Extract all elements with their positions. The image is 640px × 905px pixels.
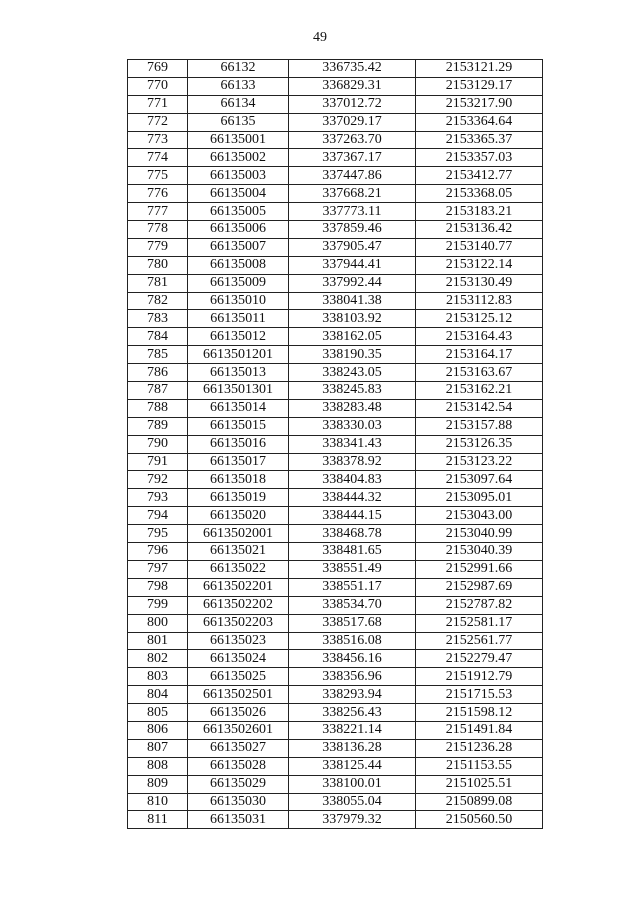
point-id-cell: 6613502201 xyxy=(188,578,289,596)
y-coordinate-cell: 2153163.67 xyxy=(416,364,543,382)
y-coordinate-cell: 2153125.12 xyxy=(416,310,543,328)
point-id-cell: 66133 xyxy=(188,77,289,95)
y-coordinate-cell: 2150560.50 xyxy=(416,811,543,829)
x-coordinate-cell: 338516.08 xyxy=(289,632,416,650)
table-row xyxy=(128,149,543,167)
row-index-cell: 771 xyxy=(128,95,188,113)
y-coordinate-cell: 2153121.29 xyxy=(416,60,543,78)
table-row xyxy=(128,95,543,113)
point-id-cell: 66135001 xyxy=(188,131,289,149)
point-id-cell: 66135 xyxy=(188,113,289,131)
x-coordinate-cell: 338551.17 xyxy=(289,578,416,596)
table-row xyxy=(128,471,543,489)
x-coordinate-cell: 338456.16 xyxy=(289,650,416,668)
x-coordinate-cell: 337859.46 xyxy=(289,221,416,239)
table-row xyxy=(128,704,543,722)
row-index-cell: 796 xyxy=(128,543,188,561)
x-coordinate-cell: 338341.43 xyxy=(289,435,416,453)
point-id-cell: 66135029 xyxy=(188,775,289,793)
x-coordinate-cell: 338243.05 xyxy=(289,364,416,382)
row-index-cell: 800 xyxy=(128,614,188,632)
table-row xyxy=(128,686,543,704)
table-row xyxy=(128,632,543,650)
row-index-cell: 773 xyxy=(128,131,188,149)
x-coordinate-cell: 338293.94 xyxy=(289,686,416,704)
x-coordinate-cell: 337263.70 xyxy=(289,131,416,149)
y-coordinate-cell: 2153040.39 xyxy=(416,543,543,561)
y-coordinate-cell: 2153157.88 xyxy=(416,417,543,435)
y-coordinate-cell: 2153129.17 xyxy=(416,77,543,95)
point-id-cell: 66135020 xyxy=(188,507,289,525)
point-id-cell: 66135003 xyxy=(188,167,289,185)
table-row xyxy=(128,310,543,328)
x-coordinate-cell: 337668.21 xyxy=(289,185,416,203)
row-index-cell: 783 xyxy=(128,310,188,328)
point-id-cell: 6613502001 xyxy=(188,525,289,543)
point-id-cell: 66135028 xyxy=(188,757,289,775)
y-coordinate-cell: 2153122.14 xyxy=(416,256,543,274)
x-coordinate-cell: 338190.35 xyxy=(289,346,416,364)
x-coordinate-cell: 338256.43 xyxy=(289,704,416,722)
point-id-cell: 66134 xyxy=(188,95,289,113)
table-row xyxy=(128,668,543,686)
table-row xyxy=(128,757,543,775)
x-coordinate-cell: 336735.42 xyxy=(289,60,416,78)
y-coordinate-cell: 2153123.22 xyxy=(416,453,543,471)
y-coordinate-cell: 2152279.47 xyxy=(416,650,543,668)
row-index-cell: 807 xyxy=(128,739,188,757)
table-row xyxy=(128,221,543,239)
x-coordinate-cell: 338356.96 xyxy=(289,668,416,686)
y-coordinate-cell: 2153412.77 xyxy=(416,167,543,185)
table-row xyxy=(128,113,543,131)
table-row xyxy=(128,435,543,453)
row-index-cell: 791 xyxy=(128,453,188,471)
table-row xyxy=(128,525,543,543)
table-row xyxy=(128,650,543,668)
x-coordinate-cell: 338517.68 xyxy=(289,614,416,632)
point-id-cell: 6613501201 xyxy=(188,346,289,364)
x-coordinate-cell: 338100.01 xyxy=(289,775,416,793)
x-coordinate-cell: 338041.38 xyxy=(289,292,416,310)
point-id-cell: 66135031 xyxy=(188,811,289,829)
table-row xyxy=(128,399,543,417)
row-index-cell: 806 xyxy=(128,721,188,739)
table-row xyxy=(128,793,543,811)
point-id-cell: 66135008 xyxy=(188,256,289,274)
row-index-cell: 775 xyxy=(128,167,188,185)
point-id-cell: 66135002 xyxy=(188,149,289,167)
y-coordinate-cell: 2153140.77 xyxy=(416,238,543,256)
row-index-cell: 784 xyxy=(128,328,188,346)
point-id-cell: 66135021 xyxy=(188,543,289,561)
row-index-cell: 797 xyxy=(128,560,188,578)
point-id-cell: 66135024 xyxy=(188,650,289,668)
row-index-cell: 769 xyxy=(128,60,188,78)
y-coordinate-cell: 2151598.12 xyxy=(416,704,543,722)
y-coordinate-cell: 2153097.64 xyxy=(416,471,543,489)
point-id-cell: 66135026 xyxy=(188,704,289,722)
x-coordinate-cell: 337979.32 xyxy=(289,811,416,829)
row-index-cell: 782 xyxy=(128,292,188,310)
table-row xyxy=(128,543,543,561)
y-coordinate-cell: 2153164.43 xyxy=(416,328,543,346)
y-coordinate-cell: 2153130.49 xyxy=(416,274,543,292)
point-id-cell: 66135010 xyxy=(188,292,289,310)
point-id-cell: 66135009 xyxy=(188,274,289,292)
x-coordinate-cell: 338444.32 xyxy=(289,489,416,507)
point-id-cell: 66135025 xyxy=(188,668,289,686)
row-index-cell: 811 xyxy=(128,811,188,829)
table-row xyxy=(128,560,543,578)
x-coordinate-cell: 337012.72 xyxy=(289,95,416,113)
row-index-cell: 777 xyxy=(128,203,188,221)
row-index-cell: 793 xyxy=(128,489,188,507)
x-coordinate-cell: 337905.47 xyxy=(289,238,416,256)
y-coordinate-cell: 2153043.00 xyxy=(416,507,543,525)
y-coordinate-cell: 2151715.53 xyxy=(416,686,543,704)
y-coordinate-cell: 2152581.17 xyxy=(416,614,543,632)
x-coordinate-cell: 338481.65 xyxy=(289,543,416,561)
y-coordinate-cell: 2150899.08 xyxy=(416,793,543,811)
y-coordinate-cell: 2153183.21 xyxy=(416,203,543,221)
point-id-cell: 66135007 xyxy=(188,238,289,256)
table-row xyxy=(128,489,543,507)
point-id-cell: 66135015 xyxy=(188,417,289,435)
y-coordinate-cell: 2151236.28 xyxy=(416,739,543,757)
x-coordinate-cell: 337367.17 xyxy=(289,149,416,167)
y-coordinate-cell: 2151912.79 xyxy=(416,668,543,686)
y-coordinate-cell: 2152987.69 xyxy=(416,578,543,596)
y-coordinate-cell: 2151153.55 xyxy=(416,757,543,775)
point-id-cell: 6613501301 xyxy=(188,382,289,400)
row-index-cell: 803 xyxy=(128,668,188,686)
x-coordinate-cell: 338283.48 xyxy=(289,399,416,417)
table-row xyxy=(128,328,543,346)
x-coordinate-cell: 338162.05 xyxy=(289,328,416,346)
row-index-cell: 772 xyxy=(128,113,188,131)
row-index-cell: 776 xyxy=(128,185,188,203)
y-coordinate-cell: 2153162.21 xyxy=(416,382,543,400)
point-id-cell: 66135017 xyxy=(188,453,289,471)
table-row xyxy=(128,60,543,78)
y-coordinate-cell: 2153112.83 xyxy=(416,292,543,310)
table-row xyxy=(128,596,543,614)
point-id-cell: 66135013 xyxy=(188,364,289,382)
x-coordinate-cell: 338136.28 xyxy=(289,739,416,757)
row-index-cell: 808 xyxy=(128,757,188,775)
x-coordinate-cell: 338444.15 xyxy=(289,507,416,525)
table-row xyxy=(128,811,543,829)
point-id-cell: 66135011 xyxy=(188,310,289,328)
coordinates-table-body xyxy=(128,60,543,829)
row-index-cell: 810 xyxy=(128,793,188,811)
y-coordinate-cell: 2153368.05 xyxy=(416,185,543,203)
x-coordinate-cell: 338404.83 xyxy=(289,471,416,489)
row-index-cell: 774 xyxy=(128,149,188,167)
x-coordinate-cell: 338468.78 xyxy=(289,525,416,543)
point-id-cell: 66135005 xyxy=(188,203,289,221)
point-id-cell: 66135014 xyxy=(188,399,289,417)
table-row xyxy=(128,739,543,757)
x-coordinate-cell: 338125.44 xyxy=(289,757,416,775)
row-index-cell: 785 xyxy=(128,346,188,364)
point-id-cell: 66135027 xyxy=(188,739,289,757)
table-row xyxy=(128,417,543,435)
row-index-cell: 779 xyxy=(128,238,188,256)
point-id-cell: 66135019 xyxy=(188,489,289,507)
y-coordinate-cell: 2152991.66 xyxy=(416,560,543,578)
y-coordinate-cell: 2152787.82 xyxy=(416,596,543,614)
row-index-cell: 788 xyxy=(128,399,188,417)
point-id-cell: 66135022 xyxy=(188,560,289,578)
table-row xyxy=(128,77,543,95)
y-coordinate-cell: 2152561.77 xyxy=(416,632,543,650)
point-id-cell: 66135012 xyxy=(188,328,289,346)
table-row xyxy=(128,578,543,596)
y-coordinate-cell: 2153126.35 xyxy=(416,435,543,453)
row-index-cell: 795 xyxy=(128,525,188,543)
table-row xyxy=(128,274,543,292)
row-index-cell: 805 xyxy=(128,704,188,722)
table-row xyxy=(128,614,543,632)
row-index-cell: 778 xyxy=(128,221,188,239)
table-row xyxy=(128,238,543,256)
x-coordinate-cell: 337773.11 xyxy=(289,203,416,221)
y-coordinate-cell: 2153136.42 xyxy=(416,221,543,239)
table-row xyxy=(128,775,543,793)
y-coordinate-cell: 2153357.03 xyxy=(416,149,543,167)
row-index-cell: 770 xyxy=(128,77,188,95)
table-row xyxy=(128,256,543,274)
x-coordinate-cell: 337447.86 xyxy=(289,167,416,185)
point-id-cell: 6613502501 xyxy=(188,686,289,704)
x-coordinate-cell: 338551.49 xyxy=(289,560,416,578)
row-index-cell: 799 xyxy=(128,596,188,614)
row-index-cell: 802 xyxy=(128,650,188,668)
point-id-cell: 66135006 xyxy=(188,221,289,239)
table-row xyxy=(128,292,543,310)
table-row xyxy=(128,721,543,739)
x-coordinate-cell: 338245.83 xyxy=(289,382,416,400)
row-index-cell: 780 xyxy=(128,256,188,274)
table-row xyxy=(128,346,543,364)
table-row xyxy=(128,185,543,203)
row-index-cell: 781 xyxy=(128,274,188,292)
table-row xyxy=(128,382,543,400)
row-index-cell: 798 xyxy=(128,578,188,596)
row-index-cell: 804 xyxy=(128,686,188,704)
y-coordinate-cell: 2153217.90 xyxy=(416,95,543,113)
x-coordinate-cell: 338103.92 xyxy=(289,310,416,328)
x-coordinate-cell: 338330.03 xyxy=(289,417,416,435)
y-coordinate-cell: 2153040.99 xyxy=(416,525,543,543)
row-index-cell: 790 xyxy=(128,435,188,453)
x-coordinate-cell: 338378.92 xyxy=(289,453,416,471)
row-index-cell: 789 xyxy=(128,417,188,435)
y-coordinate-cell: 2151025.51 xyxy=(416,775,543,793)
row-index-cell: 787 xyxy=(128,382,188,400)
point-id-cell: 66132 xyxy=(188,60,289,78)
table-row xyxy=(128,203,543,221)
point-id-cell: 6613502601 xyxy=(188,721,289,739)
coordinates-table xyxy=(127,59,543,829)
row-index-cell: 792 xyxy=(128,471,188,489)
table-row xyxy=(128,507,543,525)
point-id-cell: 66135023 xyxy=(188,632,289,650)
x-coordinate-cell: 338534.70 xyxy=(289,596,416,614)
point-id-cell: 66135030 xyxy=(188,793,289,811)
row-index-cell: 809 xyxy=(128,775,188,793)
x-coordinate-cell: 338055.04 xyxy=(289,793,416,811)
table-row xyxy=(128,453,543,471)
x-coordinate-cell: 337992.44 xyxy=(289,274,416,292)
table-row xyxy=(128,364,543,382)
row-index-cell: 794 xyxy=(128,507,188,525)
point-id-cell: 6613502202 xyxy=(188,596,289,614)
x-coordinate-cell: 336829.31 xyxy=(289,77,416,95)
y-coordinate-cell: 2153365.37 xyxy=(416,131,543,149)
x-coordinate-cell: 338221.14 xyxy=(289,721,416,739)
point-id-cell: 66135018 xyxy=(188,471,289,489)
row-index-cell: 801 xyxy=(128,632,188,650)
row-index-cell: 786 xyxy=(128,364,188,382)
point-id-cell: 6613502203 xyxy=(188,614,289,632)
y-coordinate-cell: 2151491.84 xyxy=(416,721,543,739)
y-coordinate-cell: 2153164.17 xyxy=(416,346,543,364)
y-coordinate-cell: 2153095.01 xyxy=(416,489,543,507)
table-row xyxy=(128,131,543,149)
page-number: 49 xyxy=(313,30,327,45)
y-coordinate-cell: 2153142.54 xyxy=(416,399,543,417)
x-coordinate-cell: 337029.17 xyxy=(289,113,416,131)
x-coordinate-cell: 337944.41 xyxy=(289,256,416,274)
point-id-cell: 66135004 xyxy=(188,185,289,203)
y-coordinate-cell: 2153364.64 xyxy=(416,113,543,131)
point-id-cell: 66135016 xyxy=(188,435,289,453)
table-row xyxy=(128,167,543,185)
